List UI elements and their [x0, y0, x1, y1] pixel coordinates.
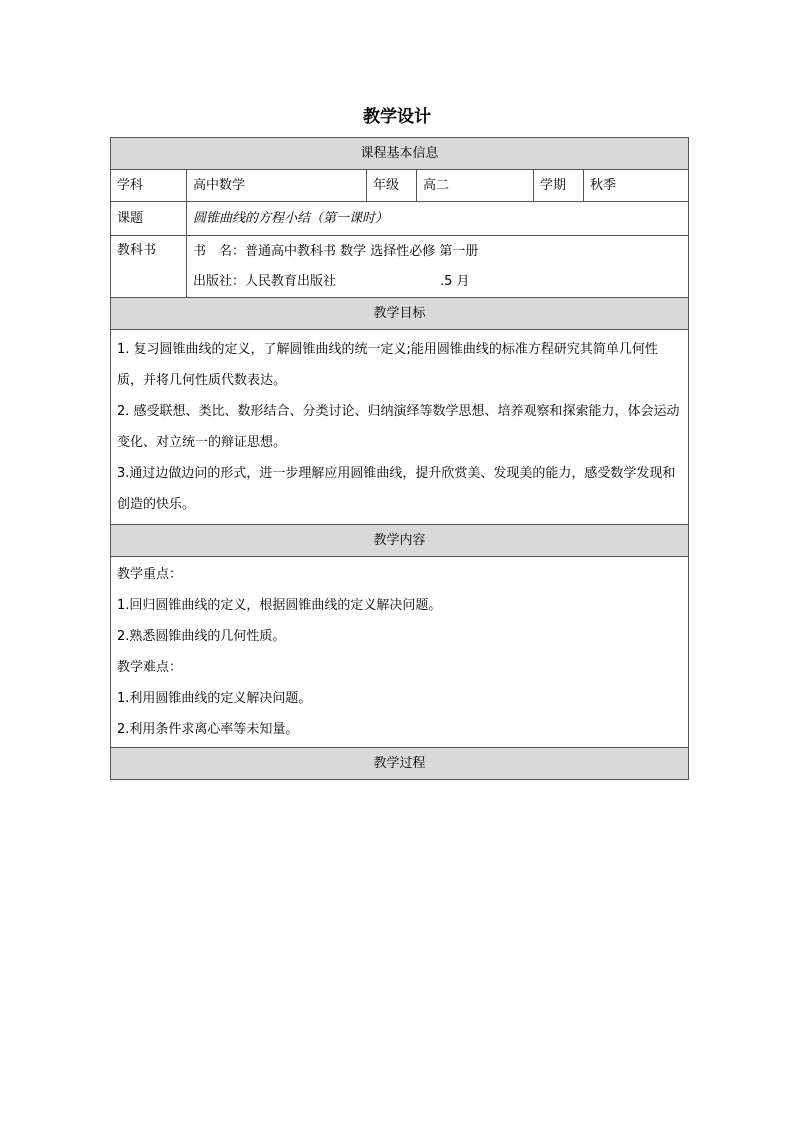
- subject-value: 高中数学: [187, 170, 367, 202]
- topic-value: 圆锥曲线的方程小结（第一课时）: [187, 202, 689, 236]
- grade-value: 高二: [417, 170, 534, 202]
- publisher-prefix: 出版社：人民教育出版社: [193, 273, 337, 289]
- basic-info-header: 课程基本信息: [111, 138, 689, 170]
- lesson-table: [110, 137, 689, 780]
- publisher-line: [193, 267, 682, 297]
- book-name-line: 书 名：普通高中教科书 数学 选择性必修 第一册: [193, 243, 479, 259]
- content-body: [111, 557, 689, 748]
- objectives-list: [111, 330, 689, 525]
- difficult-point-2: 2.利用条件求离心率等未知量。: [117, 722, 299, 737]
- difficult-points-label: 教学难点：: [117, 660, 183, 675]
- content-header: 教学内容: [111, 525, 689, 557]
- key-point-2: 2.熟悉圆锥曲线的几何性质。: [117, 629, 286, 644]
- objectives-header: 教学目标: [111, 298, 689, 330]
- difficult-point-1: 1.利用圆锥曲线的定义解决问题。: [117, 691, 312, 706]
- key-point-1: 1.回归圆锥曲线的定义，根据圆锥曲线的定义解决问题。: [117, 598, 442, 613]
- term-label: 学期: [534, 170, 584, 202]
- subject-label: 学科: [111, 170, 187, 202]
- textbook-info: [187, 236, 689, 298]
- grade-label: 年级: [367, 170, 417, 202]
- process-header: 教学过程: [111, 748, 689, 780]
- objective-item-1: 1. 复习圆锥曲线的定义，了解圆锥曲线的统一定义;能用圆锥曲线的标准方程研究其简单几何性质，并将几何性质代数表达。: [117, 342, 658, 388]
- objective-item-2: 2. 感受联想、类比、数形结合、分类讨论、归纳演绎等数学思想、培养观察和探索能力，体会运动变化、对立统一的辩证思想。: [117, 404, 680, 450]
- textbook-label: 教科书: [111, 236, 187, 298]
- objective-item-3: 3.通过边做边问的形式，进一步理解应用圆锥曲线，提升欣赏美、发现美的能力，感受数学发现和创造的快乐。: [117, 466, 676, 512]
- key-points-label: 教学重点：: [117, 567, 183, 582]
- term-value: 秋季: [584, 170, 689, 202]
- page-title: 教学设计: [363, 107, 431, 127]
- topic-label: 课题: [111, 202, 187, 236]
- publisher-suffix: .5 月: [440, 273, 470, 289]
